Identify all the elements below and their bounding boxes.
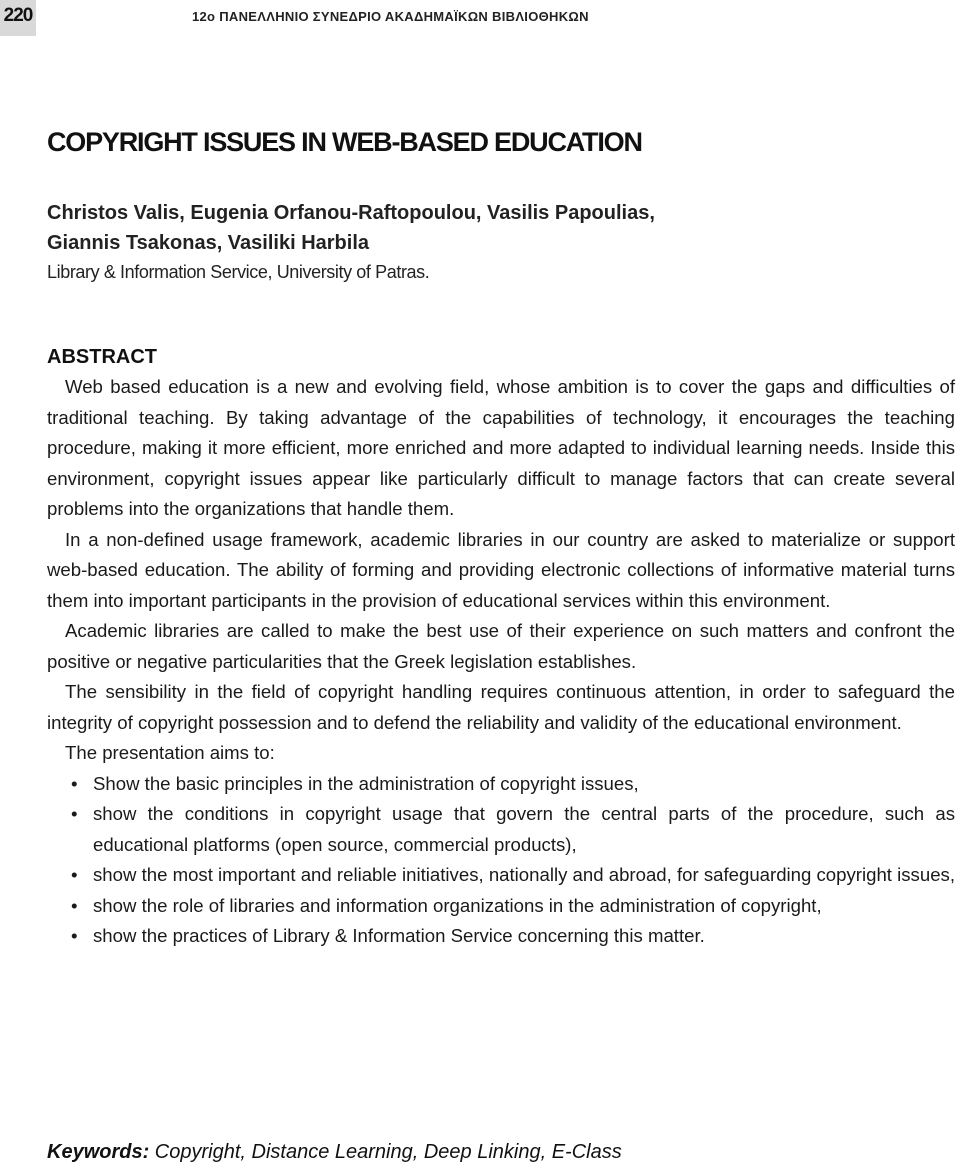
running-header: 12o ΠΑΝΕΛΛΗΝΙΟ ΣΥΝΕΔΡΙΟ ΑΚΑΔΗΜΑΪΚΩΝ ΒΙΒΛΙΟΘΗΚΩΝ: [192, 9, 589, 24]
abstract-heading: ABSTRACT: [47, 346, 157, 368]
keywords-text: Copyright, Distance Learning, Deep Linking, E-Class: [149, 1141, 622, 1163]
bullet-icon: •: [71, 772, 78, 794]
abstract-paragraph-2: In a non-defined usage framework, academic libraries in our country are asked to materialize or support web-based education. The ability of forming and providing electronic collections of informative material turns them into important participants in the provision of educational services within this environment.: [47, 528, 955, 611]
authors-line-2: Giannis Tsakonas, Vasiliki Harbila: [47, 232, 369, 254]
aims-list: [47, 769, 955, 952]
keywords-label: Keywords:: [47, 1141, 150, 1163]
keywords-line: [47, 1138, 622, 1166]
list-item: [71, 891, 955, 922]
paper-title: COPYRIGHT ISSUES IN WEB-BASED EDUCATION: [47, 127, 642, 157]
page-number: 220: [0, 0, 36, 36]
authors-line-1: Christos Valis, Eugenia Orfanou-Raftopoulou, Vasilis Papoulias,: [47, 202, 655, 224]
bullet-icon: •: [71, 894, 78, 916]
abstract-paragraph-3: Academic libraries are called to make the best use of their experience on such matters and confront the positive or negative particularities that the Greek legislation establishes.: [47, 620, 955, 672]
bullet-icon: •: [71, 803, 78, 824]
aim-text: show the practices of Library & Information Service concerning this matter.: [93, 925, 705, 946]
list-item: [71, 860, 955, 891]
aim-text: show the conditions in copyright usage that govern the central parts of the procedure, such as educational platforms (open source, commercial products),: [93, 803, 955, 855]
bullet-icon: •: [71, 864, 78, 885]
list-item: [71, 769, 955, 800]
list-item: [71, 921, 955, 952]
affiliation: Library & Information Service, University of Patras.: [47, 262, 430, 282]
aims-intro: The presentation aims to:: [65, 742, 275, 763]
abstract-body: [47, 372, 955, 952]
aim-text: Show the basic principles in the administration of copyright issues,: [93, 772, 639, 794]
bullet-icon: •: [71, 925, 78, 946]
abstract-paragraph-4: The sensibility in the field of copyright handling requires continuous attention, in order to safeguard the integrity of copyright possession and to defend the reliability and validity of the educational environment.: [47, 681, 955, 733]
author-block: [47, 198, 927, 286]
abstract-paragraph-1: Web based education is a new and evolving field, whose ambition is to cover the gaps and difficulties of traditional teaching. By taking advantage of the capabilities of technology, it encourages the teaching procedure, making it more efficient, more enriched and more adapted to individual learning needs. Inside this environment, copyright issues appear like particularly difficult to manage factors that can create several problems into the organizations that handle them.: [47, 376, 955, 519]
list-item: [71, 799, 955, 860]
aim-text: show the role of libraries and information organizations in the administration of copyright,: [93, 894, 822, 916]
aim-text: show the most important and reliable initiatives, nationally and abroad, for safeguarding copyright issues,: [93, 864, 955, 885]
